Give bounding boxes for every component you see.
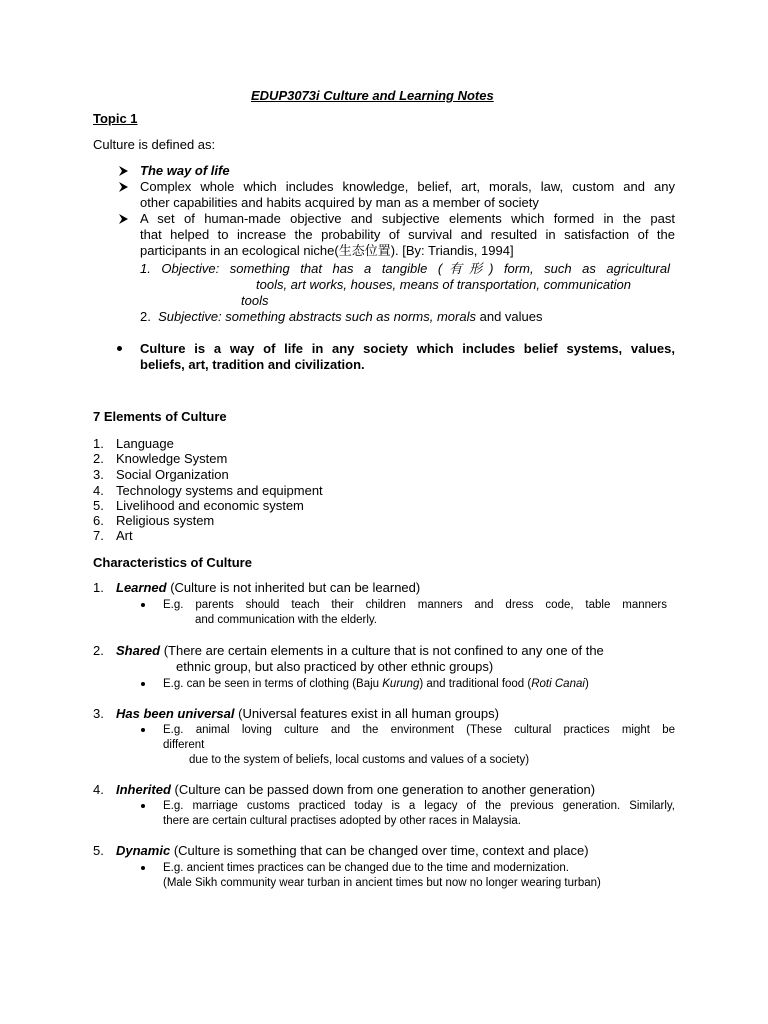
element-item <box>93 483 323 499</box>
subjective-text: Subjective: something abstracts such as norms, morals <box>158 309 476 324</box>
example-inherited-line1: E.g. marriage customs practiced today is a legacy of the previous generation. Similarly, <box>163 800 675 812</box>
characteristic-universal <box>93 706 499 722</box>
summary-line1: Culture is a way of life in any society which includes belief systems, values, <box>140 341 675 356</box>
characteristic-number: 3. <box>93 706 104 721</box>
characteristics-heading: Characteristics of Culture <box>93 555 252 570</box>
characteristic-description: (Culture can be passed down from one generation to another generation) <box>170 782 596 797</box>
element-item <box>93 467 229 483</box>
characteristic-description: (Culture is not inherited but can be learned) <box>166 580 421 595</box>
element-item <box>93 513 215 529</box>
bullet-icon <box>141 728 145 732</box>
example-universal-line2: different <box>163 739 205 751</box>
characteristic-dynamic <box>93 843 589 859</box>
element-number: 7. <box>93 528 104 543</box>
example-shared <box>163 676 589 692</box>
bullet-icon <box>141 603 145 607</box>
element-text: Technology systems and equipment <box>116 483 323 498</box>
characteristic-number: 5. <box>93 843 104 858</box>
example-inherited-line2: there are certain cultural practises adopted by other races in Malaysia. <box>163 815 521 827</box>
element-text: Art <box>116 528 133 543</box>
characteristic-term: Inherited <box>116 782 171 797</box>
element-text: Knowledge System <box>116 451 228 466</box>
characteristic-number: 4. <box>93 782 104 797</box>
element-number: 3. <box>93 467 104 482</box>
element-number: 2. <box>93 451 104 466</box>
culture-defined-intro: Culture is defined as: <box>93 137 216 152</box>
subjective-rest: and values <box>476 309 543 324</box>
element-text: Social Organization <box>116 467 229 482</box>
example-shared-part: E.g. can be seen in terms of clothing (Baju <box>163 678 383 690</box>
example-shared-part: ) and traditional food ( <box>419 678 532 690</box>
example-learned-line2: and communication with the elderly. <box>195 614 377 626</box>
bullet-icon <box>141 804 145 808</box>
element-item <box>93 528 133 544</box>
element-text: Livelihood and economic system <box>116 498 304 513</box>
characteristic-description: (Universal features exist in all human groups) <box>234 706 499 721</box>
characteristic-term: Has been universal <box>116 706 235 721</box>
characteristic-shared <box>93 643 604 659</box>
example-dynamic-line2: (Male Sikh community wear turban in ancient times but now no longer wearing turban) <box>163 877 601 889</box>
example-universal-line3: due to the system of beliefs, local customs and values of a society) <box>189 754 530 766</box>
summary-line2: beliefs, art, tradition and civilization. <box>140 357 365 372</box>
characteristic-term: Dynamic <box>116 843 171 858</box>
bullet-icon <box>117 346 122 351</box>
bullet-icon <box>141 866 145 870</box>
subjective-line <box>140 309 543 325</box>
characteristic-description: (There are certain elements in a culture that is not confined to any one of the <box>160 643 604 658</box>
example-dynamic-line1: E.g. ancient times practices can be changed due to the time and modernization. <box>163 862 569 874</box>
definition-complex-whole-line1: Complex whole which includes knowledge, belief, art, morals, law, custom and any <box>140 179 675 194</box>
definition-human-made-line2: that helped to increase the probability of survival and resulted in satisfaction of the <box>140 227 675 242</box>
elements-heading: 7 Elements of Culture <box>93 409 227 424</box>
element-number: 1. <box>93 436 104 451</box>
arrow-bullet-icon <box>118 166 128 176</box>
definition-way-of-life: The way of life <box>140 163 230 178</box>
characteristic-description: (Culture is something that can be changed over time, context and place) <box>170 843 589 858</box>
example-shared-part: Roti Canai <box>531 678 585 690</box>
objective-line3: tools <box>241 293 269 308</box>
objective-line2: tools, art works, houses, means of transportation, communication <box>256 277 632 292</box>
element-number: 6. <box>93 513 104 528</box>
objective-line1: 1. Objective: something that has a tangible (有形) form, such as agricultural <box>140 261 670 276</box>
document-title: EDUP3073i Culture and Learning Notes <box>251 88 494 103</box>
example-shared-part: Kurung <box>382 678 420 690</box>
characteristic-inherited <box>93 782 596 798</box>
element-text: Religious system <box>116 513 215 528</box>
characteristic-number: 2. <box>93 643 104 658</box>
characteristic-term: Learned <box>116 580 167 595</box>
definition-complex-whole-line2: other capabilities and habits acquired by man as a member of society <box>140 195 539 210</box>
characteristic-number: 1. <box>93 580 104 595</box>
characteristic-shared-line2: ethnic group, but also practiced by other ethnic groups) <box>176 659 494 674</box>
element-number: 4. <box>93 483 104 498</box>
element-item <box>93 436 174 452</box>
bullet-icon <box>141 682 145 686</box>
element-item <box>93 451 228 467</box>
characteristic-term: Shared <box>116 643 161 658</box>
arrow-bullet-icon <box>118 214 128 224</box>
example-learned-line1: E.g. parents should teach their children manners and dress code, table manners <box>163 599 667 611</box>
example-universal-line1: E.g. animal loving culture and the environment (These cultural practices might be <box>163 724 675 736</box>
element-item <box>93 498 304 514</box>
element-number: 5. <box>93 498 104 513</box>
definition-human-made-line1: A set of human-made objective and subjective elements which formed in the past <box>140 211 675 226</box>
subjective-number: 2. <box>140 309 151 324</box>
characteristic-learned <box>93 580 421 596</box>
example-shared-part: ) <box>584 678 589 690</box>
topic-heading: Topic 1 <box>93 111 138 126</box>
arrow-bullet-icon <box>118 182 128 192</box>
element-text: Language <box>116 436 174 451</box>
definition-human-made-line3: participants in an ecological niche(生态位置). [By: Triandis, 1994] <box>140 243 514 258</box>
